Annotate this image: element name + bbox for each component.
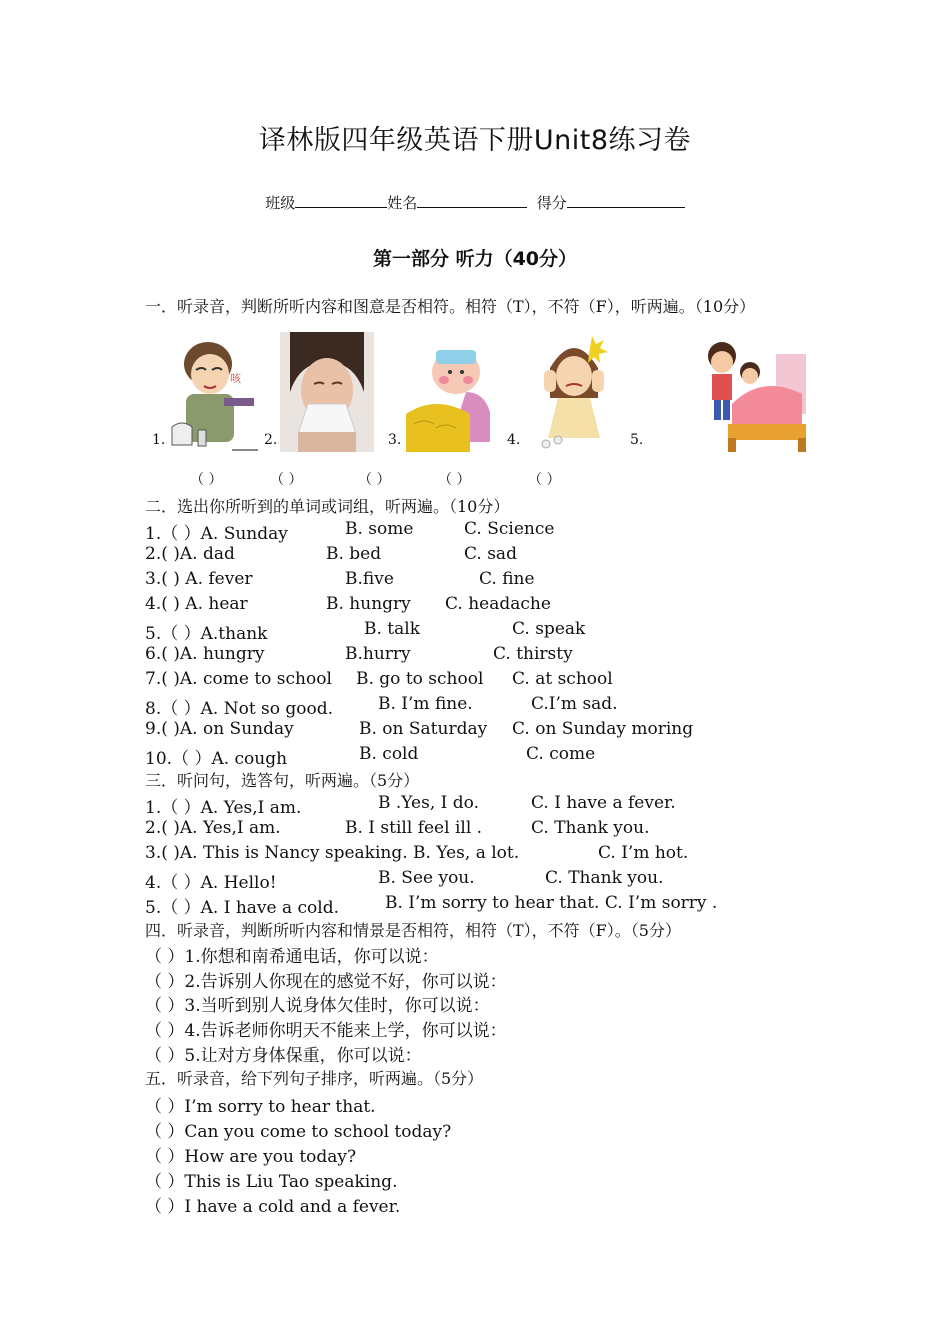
option-b: B. on Saturday (359, 719, 488, 739)
option-b: B.hurry (345, 644, 411, 664)
option-c: C. Science (464, 519, 555, 539)
picture-number: 3. (388, 432, 402, 448)
option-a: 5.（ ）A. I have a cold. (145, 898, 339, 918)
svg-text:咳: 咳 (230, 372, 241, 385)
option-a: 10.（ ）A. cough (145, 749, 288, 769)
class-label: 班级 (265, 194, 296, 212)
section-5-heading: 五．听录音，给下列句子排序，听两遍。（5分） (145, 1069, 484, 1088)
picture-number: 5. (630, 432, 644, 448)
sentence-line: （ ）This is Liu Tao speaking. (145, 1172, 398, 1192)
option-c: C. at school (512, 669, 613, 689)
option-b: B. some (345, 519, 414, 539)
answer-blank[interactable]: （ ） (190, 472, 223, 488)
answer-blank[interactable]: （ ） (358, 472, 391, 488)
student-info-line (0, 192, 950, 213)
option-a: 8.（ ）A. Not so good. (145, 699, 334, 719)
listening-pictures (150, 322, 810, 452)
option-b: B. I still feel ill . (345, 818, 483, 838)
sentence-line: （ ）How are you today? (145, 1147, 357, 1167)
option-c: C. sad (464, 544, 517, 564)
statement-line: （ ）5.让对方身体保重，你可以说： (145, 1046, 422, 1066)
option-c: C. on Sunday moring (512, 719, 694, 739)
part-one-title: 第一部分 听力（40分） (372, 248, 578, 270)
option-a: 1.（ ）A. Sunday (145, 524, 288, 544)
section-3-heading: 三．听问句，选答句，听两遍。（5分） (145, 771, 420, 790)
option-b: B. talk (364, 619, 421, 639)
option-b: B.five (345, 569, 394, 589)
option-b: B. cold (359, 744, 419, 764)
option-a: 3.( ) A. fever (145, 569, 253, 589)
sentence-line: （ ）I have a cold and a fever. (145, 1197, 401, 1217)
answer-blank[interactable]: （ ） (270, 472, 303, 488)
option-c: C. come (526, 744, 596, 764)
statement-line: （ ）3.当听到别人说身体欠佳时，你可以说： (145, 996, 490, 1016)
headache-girl-picture (528, 328, 620, 452)
coughing-man-picture (168, 332, 260, 452)
option-b: B. I’m sorry to hear that. C. I’m sorry . (385, 893, 718, 913)
option-a: 2.( )A. dad (145, 544, 235, 564)
score-label: 得分 (536, 194, 567, 212)
option-c: C. speak (512, 619, 586, 639)
option-c: C.I’m sad. (531, 694, 618, 714)
class-blank[interactable] (295, 193, 387, 208)
section-4-heading: 四．听录音，判断所听内容和情景是否相符，相符（T），不符（F）。（5分） (145, 921, 681, 940)
answer-blank[interactable]: （ ） (528, 472, 561, 488)
option-c: C. fine (479, 569, 535, 589)
woman-sneezing-picture (280, 332, 374, 452)
option-a: 4.( ) A. hear (145, 594, 248, 614)
score-blank[interactable] (567, 193, 685, 208)
option-a: 1.（ ）A. Yes,I am. (145, 798, 302, 818)
option-c: C. I have a fever. (531, 793, 676, 813)
option-a: 4.（ ）A. Hello! (145, 873, 277, 893)
option-c: C. Thank you. (531, 818, 650, 838)
answer-blank[interactable]: （ ） (438, 472, 471, 488)
option-b: B. hungry (326, 594, 411, 614)
option-b: B. See you. (378, 868, 475, 888)
option-b: B. I’m fine. (378, 694, 473, 714)
option-a: 2.( )A. Yes,I am. (145, 818, 281, 838)
option-a: 3.( )A. This is Nancy speaking. B. Yes, a lot. (145, 843, 520, 863)
option-a: 7.( )A. come to school (145, 669, 332, 689)
section-1-heading: 一．听录音，判断所听内容和图意是否相符。相符（T），不符（F），听两遍。（10分） (145, 297, 756, 316)
sentence-line: （ ）Can you come to school today? (145, 1122, 452, 1142)
picture-number: 4. (507, 432, 521, 448)
option-c: C. thirsty (493, 644, 573, 664)
statement-line: （ ）2.告诉别人你现在的感觉不好，你可以说： (145, 972, 507, 992)
picture-number: 2. (264, 432, 278, 448)
option-b: B. go to school (356, 669, 484, 689)
option-a: 5.（ ）A.thank (145, 624, 268, 644)
option-c: C. Thank you. (545, 868, 664, 888)
name-label: 姓名 (387, 194, 418, 212)
option-c: C. headache (445, 594, 551, 614)
option-a: 6.( )A. hungry (145, 644, 265, 664)
option-a: 9.( )A. on Sunday (145, 719, 294, 739)
sentence-line: （ ）I’m sorry to hear that. (145, 1097, 376, 1117)
page-title: 译林版四年级英语下册Unit8练习卷 (258, 125, 692, 156)
option-b: B .Yes, I do. (378, 793, 479, 813)
sick-boy-in-bed-picture (702, 334, 806, 452)
statement-line: （ ）4.告诉老师你明天不能来上学，你可以说： (145, 1021, 507, 1041)
option-b: B. bed (326, 544, 382, 564)
section-2-heading: 二．选出你所听到的单词或词组，听两遍。（10分） (145, 497, 510, 516)
feverish-child-picture (406, 332, 500, 452)
picture-number: 1. (152, 432, 166, 448)
name-blank[interactable] (417, 193, 527, 208)
option-c: C. I’m hot. (598, 843, 689, 863)
statement-line: （ ）1.你想和南希通电话，你可以说： (145, 947, 439, 967)
